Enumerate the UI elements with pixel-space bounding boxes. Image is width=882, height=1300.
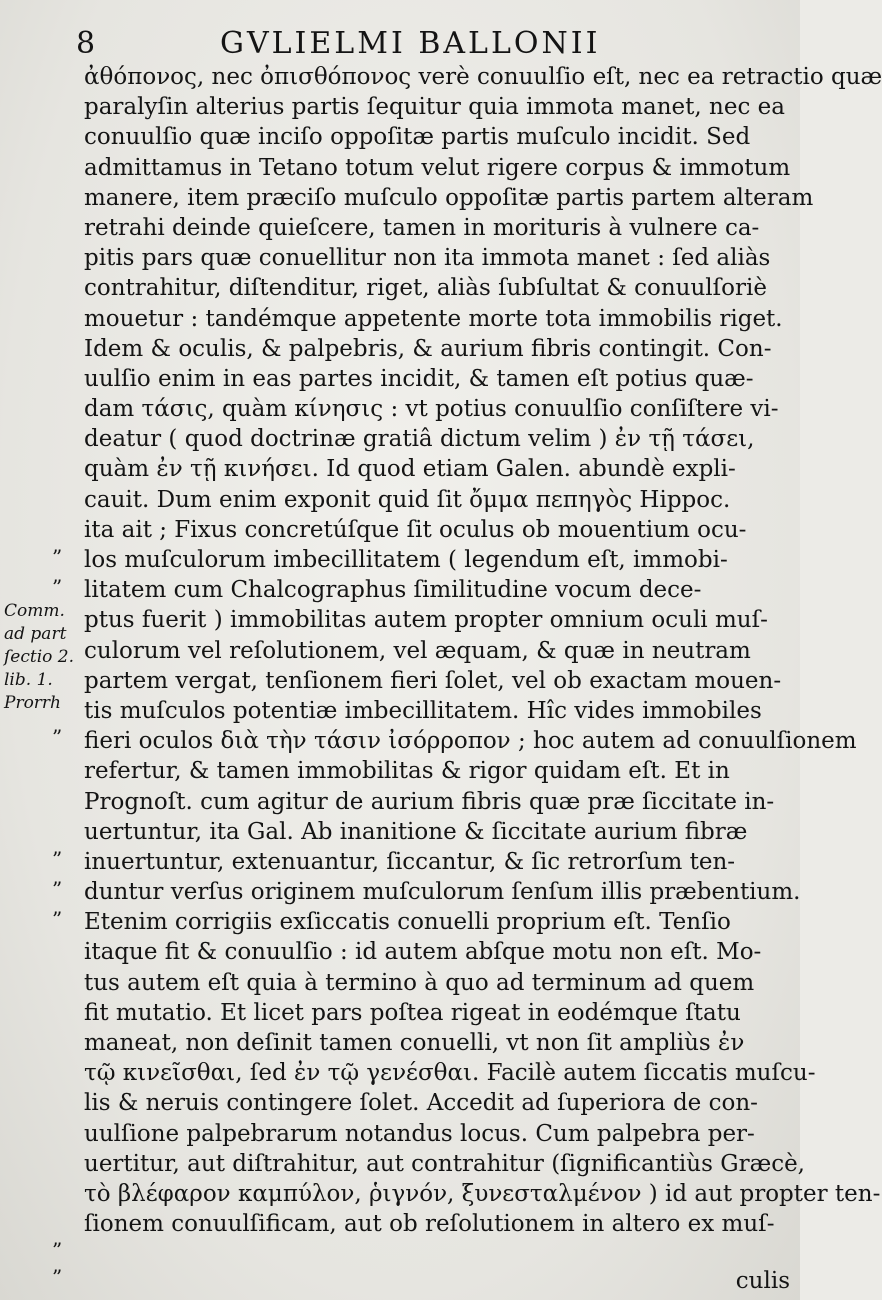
text-line: τῷ κινεῖσθαι, ſed ἐν τῷ γενέσθαι. Facilè autem ſiccatis muſcu- (84, 1060, 816, 1087)
quotation-mark: ” (52, 847, 63, 871)
text-line: ſionem conuulſificam, aut ob reſolutionem in altero ex muſ- (84, 1211, 775, 1238)
marginal-note (4, 600, 84, 715)
text-line: quàm ἐν τῇ κινήσει. Id quod etiam Galen. abundè expli- (84, 456, 736, 483)
quotation-mark: ” (52, 1238, 63, 1262)
text-line: cauit. Dum enim exponit quid ſit ὄμμα πεπηγὸς Hippoc. (84, 486, 731, 513)
text-line: paralyſin alterius partis ſequitur quia immota manet, nec ea (84, 94, 785, 121)
text-line: deatur ( quod doctrinæ gratiâ dictum velim ) ἐν τῇ τάσει, (84, 426, 755, 453)
quotation-mark: ” (52, 575, 63, 599)
marginal-note-line: ſectio 2. (4, 647, 75, 667)
quotation-mark: ” (52, 545, 63, 569)
text-line: Prognoſt. cum agitur de aurium fibris quæ præ ſiccitate in- (84, 788, 775, 815)
catchword: culis (735, 1268, 790, 1294)
page-number: 8 (76, 26, 96, 61)
text-line: uulſione palpebrarum notandus locus. Cum palpebra per- (84, 1120, 755, 1147)
left-margin (0, 0, 84, 1300)
text-line: fieri oculos διὰ τὴν τάσιν ἰσόρροπον ; hoc autem ad conuulſionem (84, 728, 857, 755)
text-line: culorum vel reſolutionem, vel æquam, & quæ in neutram (84, 637, 751, 664)
text-line: retrahi deinde quieſcere, tamen in morituris à vulnere ca- (84, 214, 760, 241)
quotation-mark: ” (52, 1265, 63, 1289)
text-line: ἀθόπονος, nec ὀπισθόπονος verè conuulſio eſt, nec ea retractio quæ (84, 64, 882, 90)
text-line: duntur verſus originem muſculorum ſenſum illis præbentium. (84, 879, 801, 906)
text-line: lis & neruis contingere ſolet. Accedit ad ſuperiora de con- (84, 1090, 758, 1117)
text-line: admittamus in Tetano totum velut rigere corpus & immotum (84, 154, 791, 181)
text-line: uulſio enim in eas partes incidit, & tamen eſt potius quæ- (84, 365, 754, 392)
text-line: dam τάσις, quàm κίνησις : vt potius conuulſio conſiſtere vi- (84, 396, 779, 423)
quotation-mark: ” (52, 877, 63, 901)
text-line: ita ait ; Fixus concretúſque ſit oculus ob mouentium ocu- (84, 516, 747, 543)
text-line: uertuntur, ita Gal. Ab inanitione & ſiccitate aurium fibræ (84, 818, 748, 845)
text-line: los muſculorum imbecillitatem ( legendum eſt, immobi- (84, 547, 728, 573)
marginal-note-line: Comm. (4, 601, 65, 621)
marginal-note-line: Prorrh (4, 693, 62, 713)
text-line: Etenim corrigiis exſiccatis conuelli proprium eſt. Tenſio (84, 909, 731, 936)
main-text (84, 62, 882, 1239)
text-line: mouetur : tandémque appetente morte tota immobilis riget. (84, 305, 783, 332)
quotation-mark: ” (52, 907, 63, 931)
text-line: litatem cum Chalcographus ſimilitudine vocum dece- (84, 577, 702, 604)
text-line: conuulſio quæ inciſo oppoſitæ partis muſculo incidit. Sed (84, 124, 751, 151)
text-line: refertur, & tamen immobilitas & rigor quidam eſt. Et in (84, 758, 730, 785)
text-line: contrahitur, diſtenditur, riget, aliàs ſubſultat & conuulſoriè (84, 275, 767, 302)
text-line: ptus fuerit ) immobilitas autem propter omnium oculi muſ- (84, 607, 768, 634)
text-line: tis muſculos potentiæ imbecillitatem. Hîc vides immobiles (84, 697, 762, 724)
text-line: fit mutatio. Et licet pars poſtea rigeat in eodémque ſtatu (84, 999, 741, 1026)
quotation-mark: ” (52, 725, 63, 749)
running-head: GVLIELMI BALLONII (220, 26, 601, 61)
text-line: pitis pars quæ conuellitur non ita immota manet : ſed aliàs (84, 245, 771, 272)
marginal-note-line: lib. 1. (4, 670, 53, 690)
text-line: maneat, non deſinit tamen conuelli, vt non ſit ampliùs ἐν (84, 1030, 745, 1056)
text-line: Idem & oculis, & palpebris, & aurium fibris contingit. Con- (84, 335, 772, 362)
marginal-note-line: ad part (4, 624, 67, 644)
text-line: manere, item præciſo muſculo oppoſitæ partis partem alteram (84, 184, 814, 211)
text-line: τὸ βλέφαρον καμπύλον, ῥιγνόν, ξυνεσταλμένον ) id aut propter ten- (84, 1180, 881, 1207)
text-line: tus autem eſt quia à termino à quo ad terminum ad quem (84, 969, 755, 996)
text-line: inuertuntur, extenuantur, ſiccantur, & ſic retrorſum ten- (84, 848, 736, 875)
text-line: itaque fit & conuulſio : id autem abſque motu non eſt. Mo- (84, 939, 762, 966)
text-line: uertitur, aut diſtrahitur, aut contrahitur (ſignificantiùs Græcè, (84, 1150, 805, 1177)
page-header (70, 24, 790, 64)
text-line: partem vergat, tenſionem fieri ſolet, vel ob exactam mouen- (84, 667, 782, 694)
